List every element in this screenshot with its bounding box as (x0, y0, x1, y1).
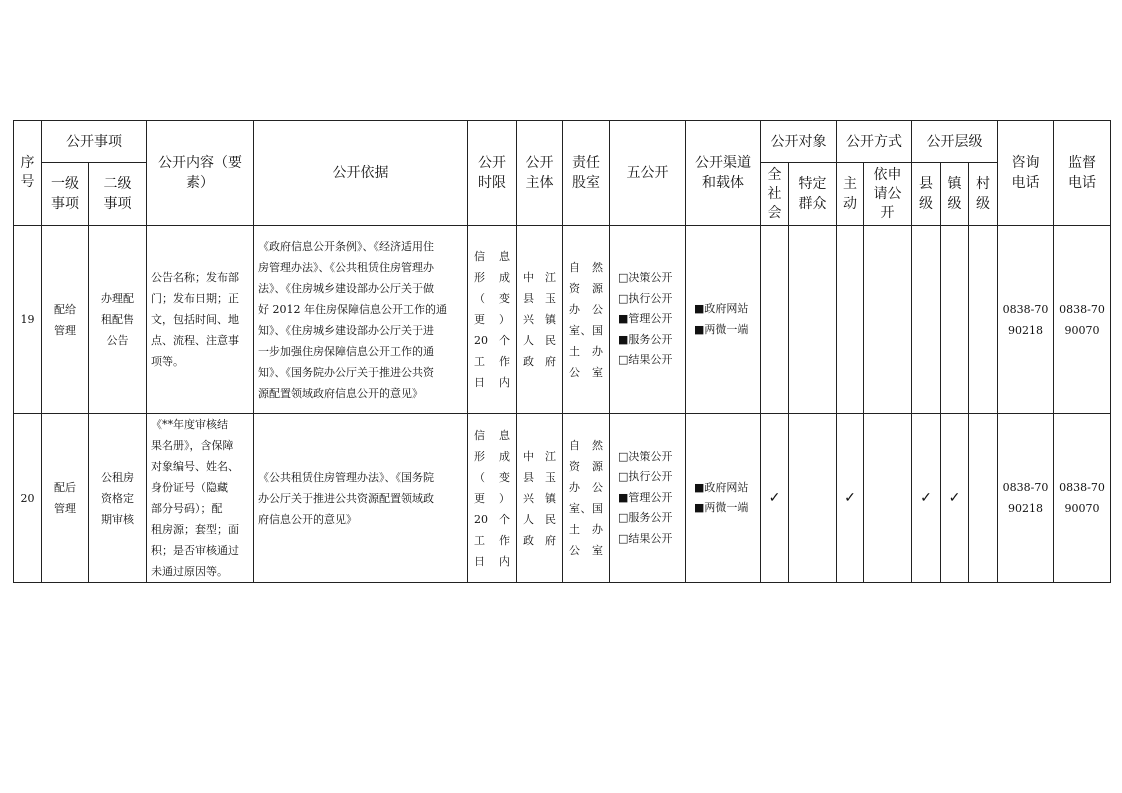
header-level-village: 村 级 (969, 163, 998, 226)
header-public-matters: 公开事项 (42, 121, 147, 163)
row-audience-specific (789, 226, 837, 414)
row-basis: 《政府信息公开条例》、《经济适用住 房管理办法》、《公共租赁住房管理办 法》、《住房城乡建设部办公厅关于做 好 2012 年住房保障信息公开工作的通 知》、《住房城乡建设部办公厅关于进 一步加强住房保障信息公开工作的通 知》、《国务院办公厅关于推进公共资 源配置领域政府信息公开的意见》 (254, 226, 468, 414)
row-channel: ■政府网站 ■两微一端 (686, 414, 761, 583)
row-level-village (969, 414, 998, 583)
row-seq: 19 (14, 226, 42, 414)
header-audience-specific: 特定 群众 (789, 163, 837, 226)
header-level1: 一级 事项 (42, 163, 89, 226)
row-level-village (969, 226, 998, 414)
table-row (14, 414, 1111, 583)
header-level-town: 镇 级 (941, 163, 969, 226)
header-level2: 二级 事项 (89, 163, 147, 226)
header-level-county: 县 级 (912, 163, 941, 226)
row-time-limit: 信息 形成 （变 更） 20个 工作 日内 (468, 414, 517, 583)
header-consult-phone: 咨询 电话 (998, 121, 1054, 226)
row-level2: 办理配 租配售 公告 (89, 226, 147, 414)
row-level-county: ✓ (912, 414, 941, 583)
row-time-limit: 信息 形成 （变 更） 20个 工作 日内 (468, 226, 517, 414)
table-row (14, 226, 1111, 414)
row-office: 自然 资源 办公 室、国 土办 公室 (563, 414, 610, 583)
header-method: 公开方式 (837, 121, 912, 163)
header-office: 责任 股室 (563, 121, 610, 226)
row-audience-all (761, 226, 789, 414)
row-basis: 《公共租赁住房管理办法》、《国务院 办公厅关于推进公共资源配置领域政 府信息公开的意见》 (254, 414, 468, 583)
header-channel: 公开渠道 和载体 (686, 121, 761, 226)
header-audience-all: 全 社 会 (761, 163, 789, 226)
header-level: 公开层级 (912, 121, 998, 163)
disclosure-table (13, 120, 1111, 583)
header-content: 公开内容（要 素） (147, 121, 254, 226)
header-method-active: 主 动 (837, 163, 864, 226)
row-level1: 配后 管理 (42, 414, 89, 583)
header-method-request: 依申 请公 开 (864, 163, 912, 226)
row-channel: ■政府网站 ■两微一端 (686, 226, 761, 414)
row-seq: 20 (14, 414, 42, 583)
row-five-public: □决策公开 □执行公开 ■管理公开 □服务公开 □结果公开 (610, 414, 686, 583)
row-supervise-phone: 0838-70 90070 (1054, 226, 1111, 414)
header-seq: 序 号 (14, 121, 42, 226)
row-consult-phone: 0838-70 90218 (998, 226, 1054, 414)
row-level1: 配给 管理 (42, 226, 89, 414)
row-audience-specific (789, 414, 837, 583)
row-level2: 公租房 资格定 期审核 (89, 414, 147, 583)
row-consult-phone: 0838-70 90218 (998, 414, 1054, 583)
row-level-town (941, 226, 969, 414)
row-method-request (864, 226, 912, 414)
row-supervise-phone: 0838-70 90070 (1054, 414, 1111, 583)
row-office: 自然 资源 办公 室、国 土办 公室 (563, 226, 610, 414)
row-five-public: □决策公开 □执行公开 ■管理公开 ■服务公开 □结果公开 (610, 226, 686, 414)
header-supervise-phone: 监督 电话 (1054, 121, 1111, 226)
header-time-limit: 公开 时限 (468, 121, 517, 226)
row-content: 《**年度审核结 果名册》，含保障 对象编号、姓名、 身份证号（隐藏 部分号码）；配 租房源；套型；面 积；是否审核通过 未通过原因等。 (147, 414, 254, 583)
header-basis: 公开依据 (254, 121, 468, 226)
row-method-active (837, 226, 864, 414)
header-audience: 公开对象 (761, 121, 837, 163)
row-level-county (912, 226, 941, 414)
row-content: 公告名称；发布部 门；发布日期；正 文，包括时间、地 点、流程、注意事 项等。 (147, 226, 254, 414)
header-five-public: 五公开 (610, 121, 686, 226)
row-audience-all: ✓ (761, 414, 789, 583)
row-method-request (864, 414, 912, 583)
header-subject: 公开 主体 (517, 121, 563, 226)
row-level-town: ✓ (941, 414, 969, 583)
row-subject: 中江 县玉 兴镇 人民 政府 (517, 414, 563, 583)
row-subject: 中江 县玉 兴镇 人民 政府 (517, 226, 563, 414)
row-method-active: ✓ (837, 414, 864, 583)
